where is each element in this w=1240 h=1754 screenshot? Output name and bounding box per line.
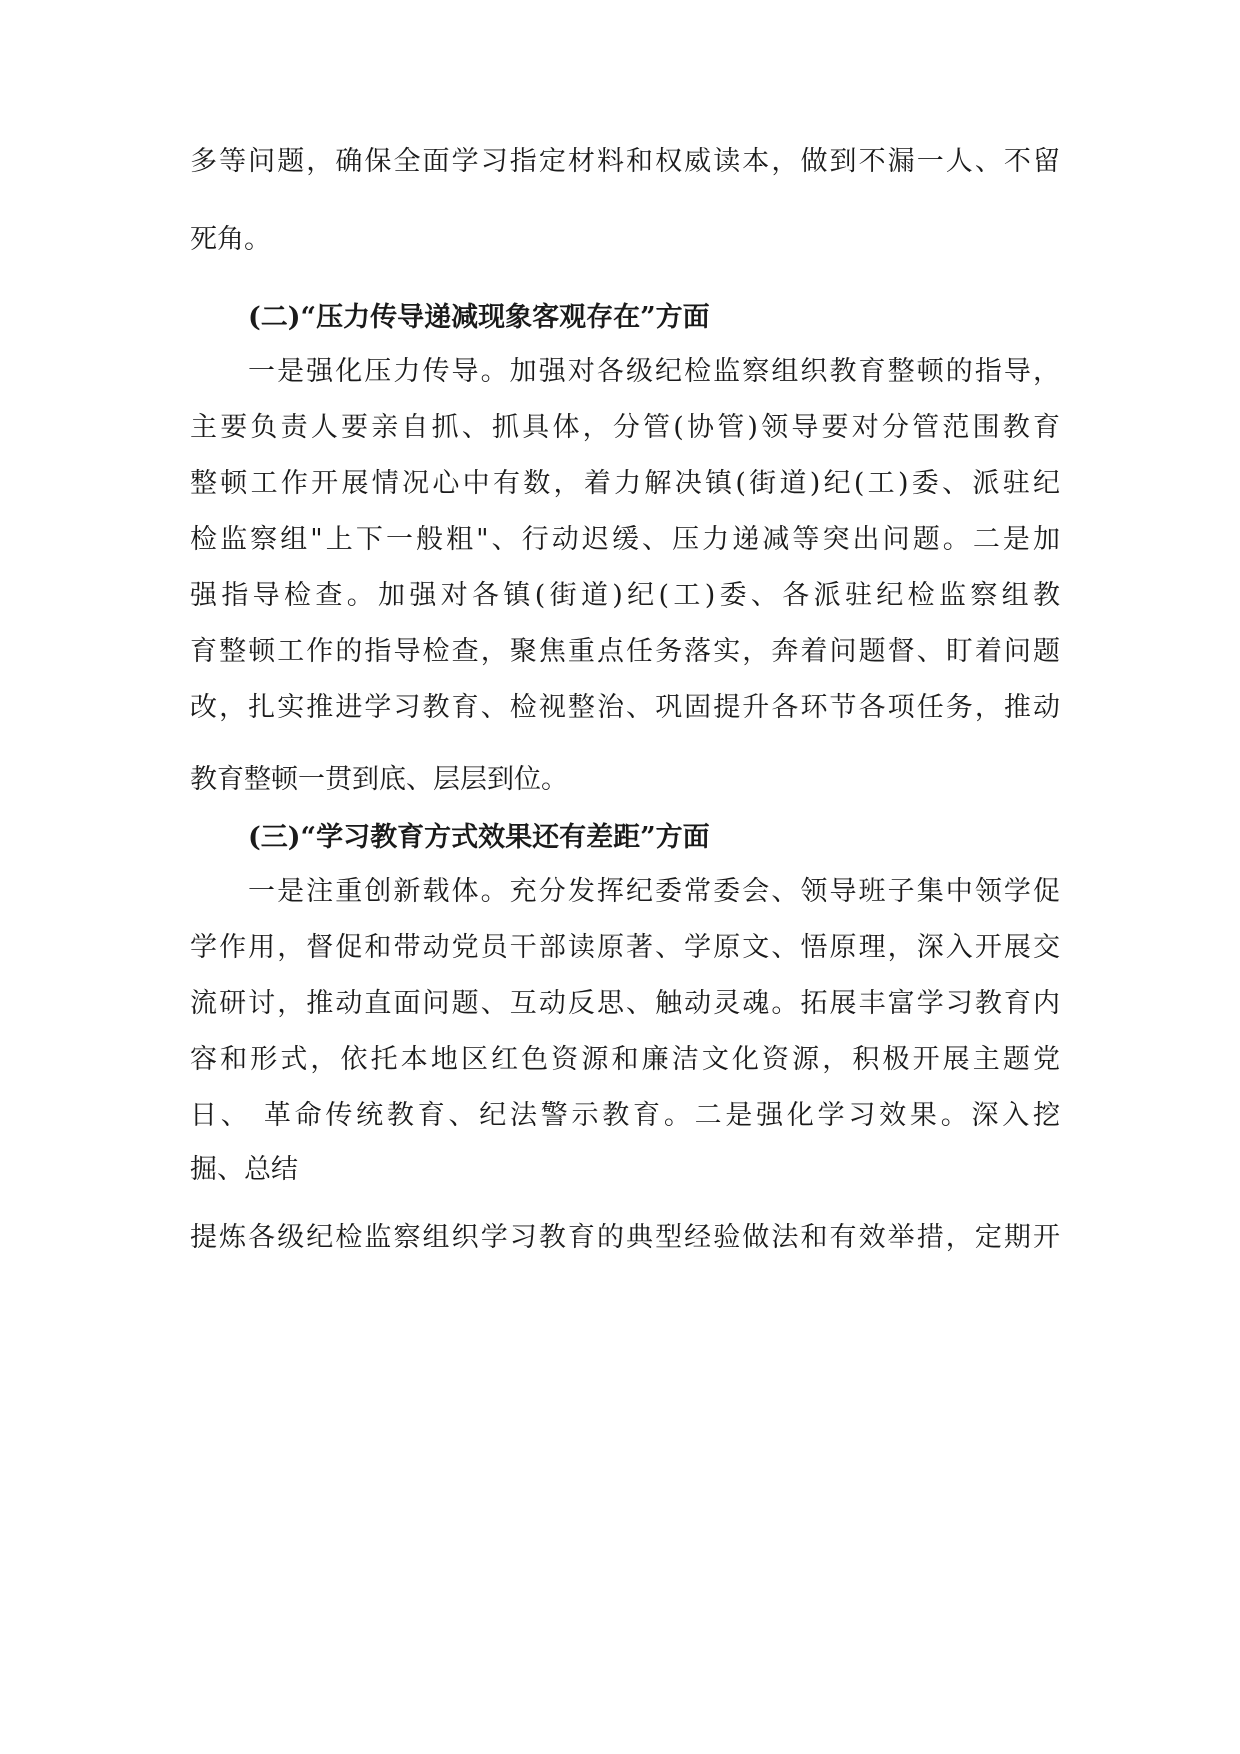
paragraph-line: 容和形式，依托本地区红色资源和廉洁文化资源，积极开展主题党: [190, 1044, 1060, 1075]
paragraph-line: 日、 革命传统教育、纪法警示教育。二是强化学习效果。深入挖: [190, 1100, 1060, 1131]
paragraph-line: 改，扎实推进学习教育、检视整治、巩固提升各环节各项任务，推动: [190, 692, 1060, 723]
paragraph-line: 育整顿工作的指导检查，聚焦重点任务落实，奔着问题督、盯着问题: [190, 636, 1060, 667]
section-heading: (二)“压力传导递减现象客观存在”方面: [248, 302, 710, 333]
paragraph-line: 死角。: [190, 224, 271, 255]
paragraph-line: 检监察组"上下一般粗"、行动迟缓、压力递减等突出问题。二是加: [190, 524, 1060, 555]
paragraph-line: 一是强化压力传导。加强对各级纪检监察组织教育整顿的指导，: [248, 356, 1060, 387]
paragraph-line: 一是注重创新载体。充分发挥纪委常委会、领导班子集中领学促: [248, 876, 1060, 907]
paragraph-line: 流研讨，推动直面问题、互动反思、触动灵魂。拓展丰富学习教育内: [190, 988, 1060, 1019]
paragraph-line: 提炼各级纪检监察组织学习教育的典型经验做法和有效举措，定期开: [190, 1222, 1060, 1253]
paragraph-line: 主要负责人要亲自抓、抓具体，分管(协管)领导要对分管范围教育: [190, 412, 1060, 443]
paragraph-line: 学作用，督促和带动党员干部读原著、学原文、悟原理，深入开展交: [190, 932, 1060, 963]
paragraph-line: 多等问题，确保全面学习指定材料和权威读本，做到不漏一人、不留: [190, 146, 1060, 177]
paragraph-line: 教育整顿一贯到底、层层到位。: [190, 764, 568, 795]
paragraph-line: 整顿工作开展情况心中有数，着力解决镇(街道)纪(工)委、派驻纪: [190, 468, 1060, 499]
paragraph-line: 掘、总结: [190, 1154, 298, 1185]
paragraph-line: 强指导检查。加强对各镇(街道)纪(工)委、各派驻纪检监察组教: [190, 580, 1060, 611]
section-heading: (三)“学习教育方式效果还有差距”方面: [248, 822, 710, 853]
